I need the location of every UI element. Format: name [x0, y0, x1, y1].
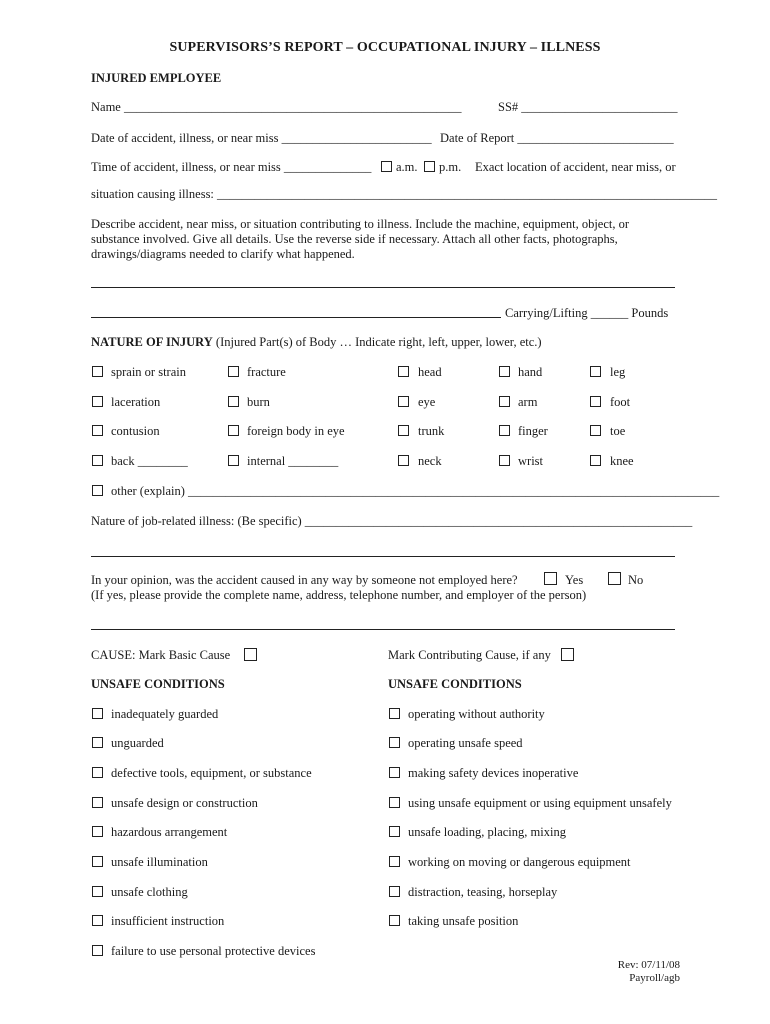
opinion-note: (If yes, please provide the complete name, address, telephone number, and employer of the person) [91, 588, 587, 602]
condition-option: defective tools, equipment, or substance [111, 766, 312, 780]
injury-option: fracture [247, 365, 286, 379]
condition-option: failure to use personal protective devices [111, 944, 316, 958]
opinion-question: In your opinion, was the accident caused in any way by someone not employed here? [91, 573, 518, 587]
unsafe-illumination-checkbox[interactable] [92, 856, 103, 867]
injury-option: foot [610, 395, 631, 409]
injury-option: contusion [111, 424, 160, 438]
head-checkbox[interactable] [398, 366, 409, 377]
unsafe-conditions-heading-left: UNSAFE CONDITIONS [91, 677, 225, 691]
foreign-body-in-eye-checkbox[interactable] [228, 425, 239, 436]
nature-of-injury-heading [91, 335, 542, 350]
condition-option: unsafe clothing [111, 885, 188, 899]
yes-checkbox[interactable] [544, 572, 557, 585]
condition-option: unsafe illumination [111, 855, 208, 869]
fracture-checkbox[interactable] [228, 366, 239, 377]
trunk-checkbox[interactable] [398, 425, 409, 436]
burn-checkbox[interactable] [228, 396, 239, 407]
leg-checkbox[interactable] [590, 366, 601, 377]
condition-option: unsafe loading, placing, mixing [408, 825, 566, 839]
taking-unsafe-position-checkbox[interactable] [389, 915, 400, 926]
contributing-cause-label: Mark Contributing Cause, if any [388, 648, 551, 662]
condition-option: insufficient instruction [111, 914, 225, 928]
injury-option: burn [247, 395, 270, 409]
injury-option: neck [418, 454, 442, 468]
other-explain-field[interactable]: other (explain) _____________________________________________________________________________________ [111, 484, 720, 498]
injury-option: toe [610, 424, 626, 438]
unsafe-clothing-checkbox[interactable] [92, 886, 103, 897]
time-of-accident-field[interactable]: Time of accident, illness, or near miss ______________ [91, 160, 372, 174]
back-checkbox[interactable] [92, 455, 103, 466]
making-safety-devices-inoperative-checkbox[interactable] [389, 767, 400, 778]
ss-field[interactable]: SS# _________________________ [498, 100, 678, 114]
failure-protective-devices-checkbox[interactable] [92, 945, 103, 956]
hand-checkbox[interactable] [499, 366, 510, 377]
injury-option: back ________ [111, 454, 188, 468]
internal-checkbox[interactable] [228, 455, 239, 466]
defective-tools-checkbox[interactable] [92, 767, 103, 778]
no-checkbox[interactable] [608, 572, 621, 585]
unsafe-design-checkbox[interactable] [92, 797, 103, 808]
operating-without-authority-checkbox[interactable] [389, 708, 400, 719]
condition-option: unsafe design or construction [111, 796, 258, 810]
sprain-or-strain-checkbox[interactable] [92, 366, 103, 377]
form-title: SUPERVISORS’S REPORT – OCCUPATIONAL INJURY – ILLNESS [169, 40, 601, 55]
injury-option: finger [518, 424, 548, 438]
exact-location-label: Exact location of accident, near miss, or [475, 160, 676, 174]
condition-option: making safety devices inoperative [408, 766, 579, 780]
working-on-moving-equipment-checkbox[interactable] [389, 856, 400, 867]
condition-option: operating without authority [408, 707, 545, 721]
injury-option: leg [610, 365, 626, 379]
date-of-report-field[interactable]: Date of Report _________________________ [440, 131, 674, 145]
condition-option: taking unsafe position [408, 914, 519, 928]
contusion-checkbox[interactable] [92, 425, 103, 436]
describe-line-1[interactable] [91, 287, 675, 288]
revision-date: Rev: 07/11/08 [617, 959, 680, 971]
inadequately-guarded-checkbox[interactable] [92, 708, 103, 719]
injury-option: eye [418, 395, 436, 409]
wrist-checkbox[interactable] [499, 455, 510, 466]
injury-option: arm [518, 395, 538, 409]
basic-cause-checkbox[interactable] [244, 648, 257, 661]
carrying-lifting-field[interactable]: Carrying/Lifting ______ Pounds [505, 306, 669, 320]
eye-checkbox[interactable] [398, 396, 409, 407]
insufficient-instruction-checkbox[interactable] [92, 915, 103, 926]
situation-field[interactable]: situation causing illness: ________________________________________________________________________________ [91, 187, 718, 201]
opinion-answer-line[interactable] [91, 629, 675, 630]
operating-unsafe-speed-checkbox[interactable] [389, 737, 400, 748]
arm-checkbox[interactable] [499, 396, 510, 407]
condition-option: inadequately guarded [111, 707, 219, 721]
unsafe-loading-checkbox[interactable] [389, 826, 400, 837]
no-label: No [628, 573, 644, 587]
other-checkbox[interactable] [92, 485, 103, 496]
illness-line-2[interactable] [91, 556, 675, 557]
describe-instructions: Describe accident, near miss, or situation contributing to illness. Include the machine, equipment, object, or substance involved. Give all details. Use the reverse side if necessary. Attach all other facts, photographs, drawings/diagrams needed to clarify what happened. [91, 217, 630, 261]
unsafe-conditions-heading-right: UNSAFE CONDITIONS [388, 677, 522, 691]
condition-option: using unsafe equipment or using equipment unsafely [408, 796, 672, 810]
injured-employee-heading: INJURED EMPLOYEE [91, 71, 222, 85]
laceration-checkbox[interactable] [92, 396, 103, 407]
describe-line-2[interactable] [91, 317, 501, 318]
injury-option: laceration [111, 395, 161, 409]
injury-option: trunk [418, 424, 445, 438]
injury-option: head [418, 365, 442, 379]
injury-option: internal ________ [247, 454, 339, 468]
department-code: Payroll/agb [629, 972, 680, 984]
injury-option: sprain or strain [111, 365, 186, 379]
basic-cause-label: CAUSE: Mark Basic Cause [91, 648, 231, 662]
toe-checkbox[interactable] [590, 425, 601, 436]
illness-field[interactable]: Nature of job-related illness: (Be specific) ______________________________________________________________ [91, 514, 693, 528]
knee-checkbox[interactable] [590, 455, 601, 466]
foot-checkbox[interactable] [590, 396, 601, 407]
condition-option: unguarded [111, 736, 164, 750]
condition-option: operating unsafe speed [408, 736, 523, 750]
contributing-cause-checkbox[interactable] [561, 648, 574, 661]
unguarded-checkbox[interactable] [92, 737, 103, 748]
finger-checkbox[interactable] [499, 425, 510, 436]
injury-option: knee [610, 454, 634, 468]
injury-option: wrist [518, 454, 543, 468]
hazardous-arrangement-checkbox[interactable] [92, 826, 103, 837]
am-checkbox[interactable] [381, 161, 392, 172]
pm-label: p.m. [439, 160, 462, 174]
injury-option: foreign body in eye [247, 424, 345, 438]
condition-option: distraction, teasing, horseplay [408, 885, 558, 899]
using-unsafe-equipment-checkbox[interactable] [389, 797, 400, 808]
date-of-accident-field[interactable]: Date of accident, illness, or near miss ________________________ [91, 131, 432, 145]
am-label: a.m. [396, 160, 418, 174]
distraction-horseplay-checkbox[interactable] [389, 886, 400, 897]
neck-checkbox[interactable] [398, 455, 409, 466]
pm-checkbox[interactable] [424, 161, 435, 172]
condition-option: hazardous arrangement [111, 825, 228, 839]
yes-label: Yes [565, 573, 584, 587]
condition-option: working on moving or dangerous equipment [408, 855, 631, 869]
injury-option: hand [518, 365, 543, 379]
nature-of-injury-note: (Injured Part(s) of Body … Indicate right, left, upper, lower, etc.) [215, 335, 542, 349]
nature-of-injury-title: NATURE OF INJURY [91, 335, 213, 349]
name-field[interactable]: Name ______________________________________________________ [91, 100, 462, 114]
